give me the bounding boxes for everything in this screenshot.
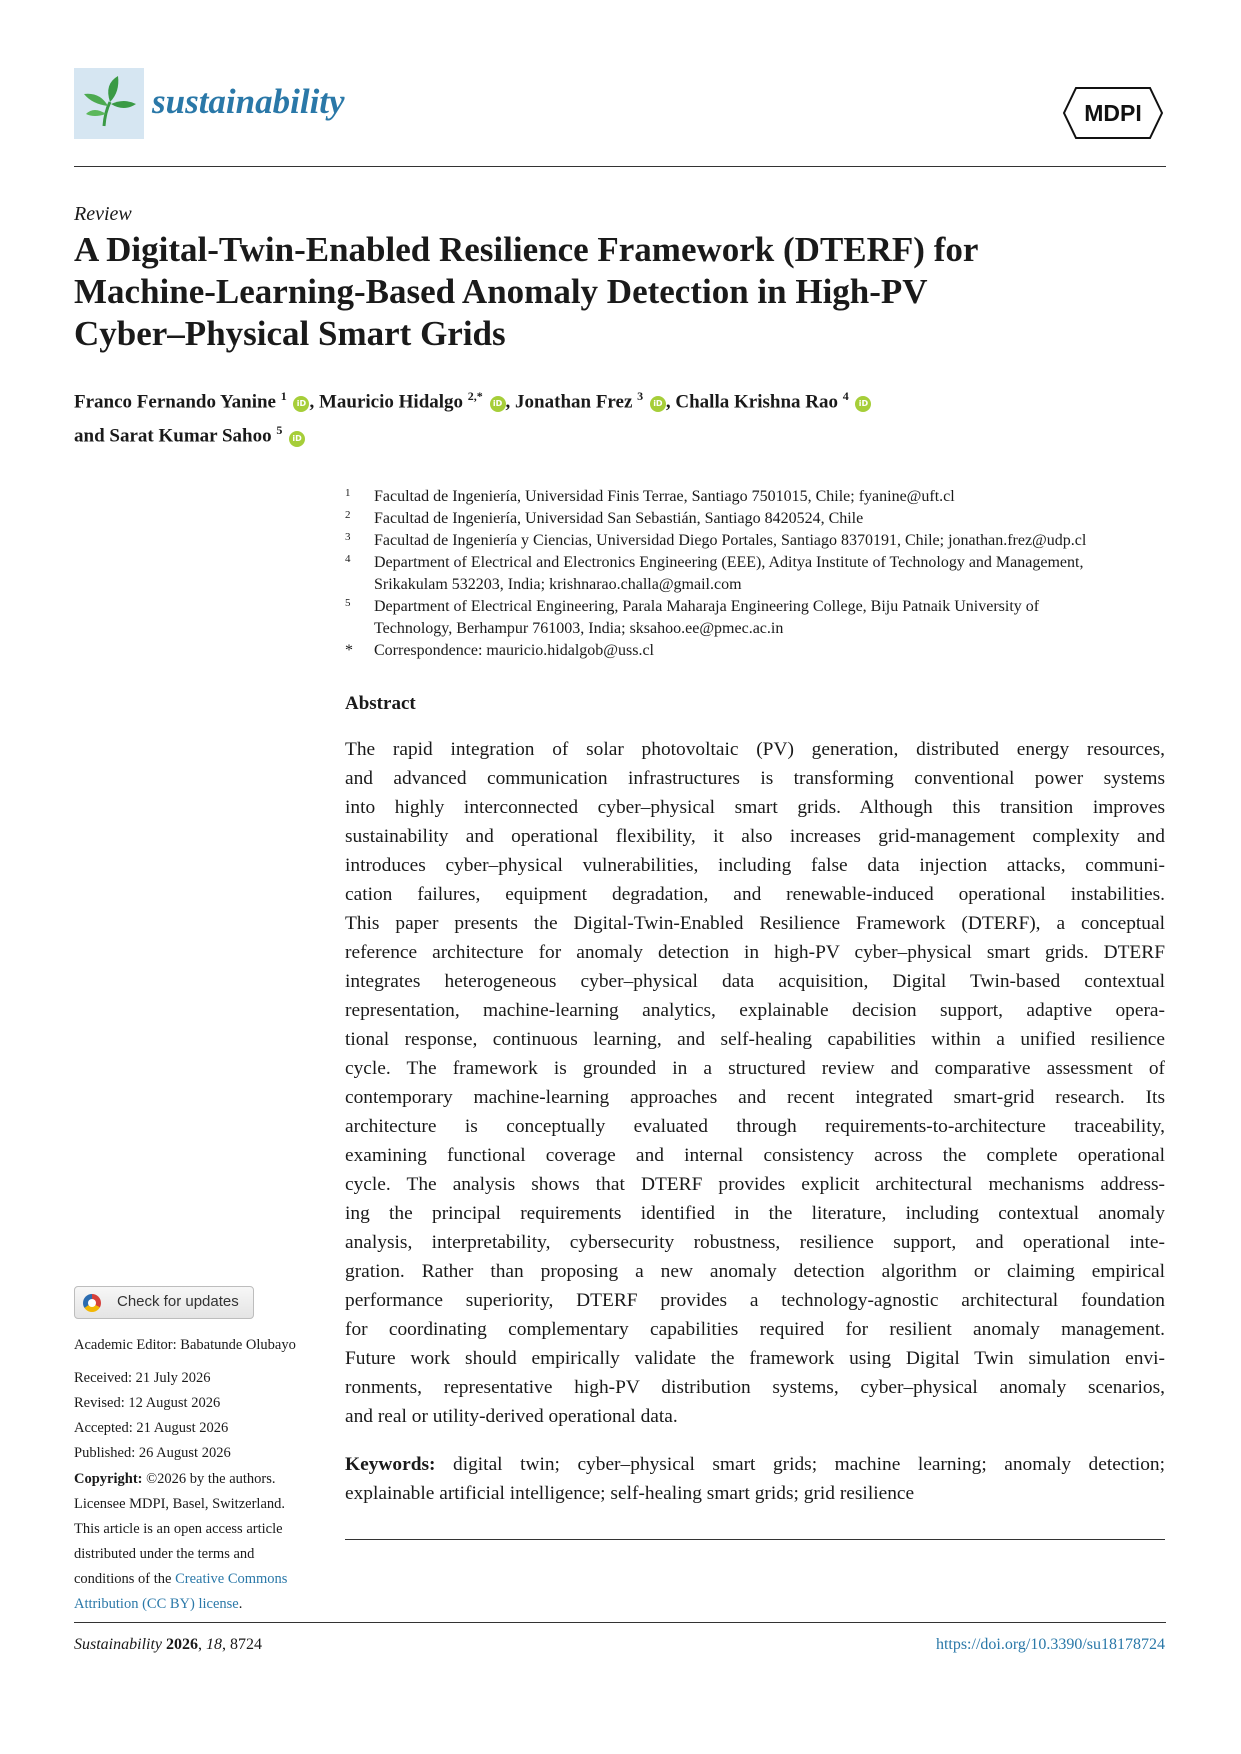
copyright-text: distributed under the terms and	[74, 1546, 255, 1562]
author-name: Challa Krishna Rao	[675, 391, 838, 413]
author-affiliation-ref: 1	[280, 389, 287, 403]
journal-logo[interactable]	[74, 68, 144, 139]
footer-year: 2026	[166, 1636, 198, 1653]
orcid-icon[interactable]: iD	[293, 396, 309, 412]
author-affiliation-ref: 3	[637, 389, 644, 403]
copyright-text: This article is an open access article	[74, 1521, 283, 1537]
article-title	[74, 229, 1174, 355]
accepted-date: Accepted: 21 August 2026	[74, 1420, 229, 1436]
affiliation-text: Facultad de Ingeniería, Universidad Finis Terrae, Santiago 7501015, Chile; fyanine@uft.cl	[374, 488, 955, 505]
affiliation-number: 1	[345, 487, 351, 499]
revised-date: Revised: 12 August 2026	[74, 1395, 221, 1411]
abstract-line: ronments, representative high-PV distribution systems, cyber–physical anomaly scenarios,	[345, 1377, 1165, 1398]
affiliation-text: Srikakulam 532203, India; krishnarao.challa@gmail.com	[374, 576, 742, 593]
and-word: and	[74, 425, 105, 447]
abstract-line: representation, machine-learning analytics, explainable decision support, adaptive opera-	[345, 1000, 1165, 1021]
keywords-label: Keywords:	[345, 1454, 436, 1475]
academic-editor: Academic Editor: Babatunde Olubayo	[74, 1337, 296, 1353]
keywords-line: explainable artificial intelligence; self-healing smart grids; grid resilience	[345, 1483, 915, 1504]
abstract-line: cycle. The analysis shows that DTERF provides explicit architectural mechanisms address-	[345, 1174, 1165, 1195]
orcid-icon[interactable]: iD	[650, 396, 666, 412]
author-list: Franco Fernando Yanine $^1$ iD , Mauricio Hidalgo $^{2,*}$ iD , Jonathan Frez $^3$ iD , Challa Krishna Rao $^4$ iD and Sarat Kumar Sahoo $^5$ iD	[74, 382, 1174, 451]
correspondence-text: Correspondence: mauricio.hidalgob@uss.cl	[374, 642, 654, 659]
author-name: Franco Fernando Yanine	[74, 391, 276, 413]
copyright-text: .	[238, 1596, 243, 1612]
footer-journal: Sustainability	[74, 1636, 162, 1653]
author-name: Jonathan Frez	[515, 391, 633, 413]
author-name: Mauricio Hidalgo	[318, 391, 464, 413]
copyright-notice	[74, 1467, 334, 1617]
title-line: Cyber–Physical Smart Grids	[74, 314, 506, 353]
abstract-line: examining functional coverage and internal consistency across the complete operational	[345, 1145, 1165, 1166]
keywords-line: digital twin; cyber–physical smart grids; machine learning; anomaly detection;	[453, 1454, 1165, 1475]
keywords-block	[345, 1450, 1165, 1508]
abstract-line: ing the principal requirements identified in the literature, including contextual anomaly	[345, 1203, 1165, 1224]
correspondence-marker: *	[345, 642, 353, 659]
affiliation-number: 4	[345, 553, 351, 565]
doi-link[interactable]: https://doi.org/10.3390/su18178724	[935, 1636, 1165, 1653]
abstract-line: contemporary machine-learning approaches and recent integrated smart-grid research. Its	[345, 1087, 1165, 1108]
abstract-line: sustainability and operational flexibility, it also increases grid-management complexity and	[345, 826, 1165, 847]
affiliation-number: 5	[345, 597, 351, 609]
abstract-heading: Abstract	[345, 693, 416, 714]
affiliation-text: Facultad de Ingeniería, Universidad San Sebastián, Santiago 8420524, Chile	[374, 510, 864, 527]
author-affiliation-ref: 5	[276, 423, 283, 438]
check-for-updates-label: Check for updates	[117, 1293, 239, 1310]
affiliation-item	[345, 552, 1175, 596]
abstract-line: This paper presents the Digital-Twin-Enabled Resilience Framework (DTERF), a conceptual	[345, 913, 1165, 934]
abstract-line: for coordinating complementary capabilities required for resilient anomaly management.	[345, 1319, 1165, 1340]
leaf-icon	[74, 68, 144, 139]
journal-name[interactable]: sustainability	[152, 82, 345, 121]
copyright-label: Copyright:	[74, 1471, 143, 1487]
license-link[interactable]: Creative Commons	[175, 1571, 288, 1587]
crossmark-icon	[83, 1294, 101, 1312]
author-affiliation-ref: 4	[842, 389, 849, 403]
correspondence-item	[345, 640, 1175, 662]
footer-article-number: 8724	[230, 1636, 262, 1653]
affiliation-item	[345, 486, 1175, 508]
abstract-line: and real or utility-derived operational data.	[345, 1406, 678, 1427]
citation-footer: Sustainability 2026, 18, 8724	[74, 1636, 262, 1653]
affiliation-text: Department of Electrical and Electronics Engineering (EEE), Aditya Institute of Technology and Management,	[374, 554, 1084, 571]
copyright-text: Licensee MDPI, Basel, Switzerland.	[74, 1496, 286, 1512]
abstract-line: integrates heterogeneous cyber–physical data acquisition, Digital Twin-based contextual	[345, 971, 1165, 992]
abstract-line: introduces cyber–physical vulnerabilities, including false data injection attacks, communi-	[345, 855, 1165, 876]
title-line: Machine-Learning-Based Anomaly Detection in High-PV	[74, 272, 928, 311]
published-date: Published: 26 August 2026	[74, 1445, 231, 1461]
affiliation-number: 3	[345, 531, 351, 543]
publisher-logo-text: MDPI	[1084, 100, 1142, 126]
abstract-line: The rapid integration of solar photovoltaic (PV) generation, distributed energy resources,	[345, 739, 1165, 760]
affiliation-text: Technology, Berhampur 761003, India; sksahoo.ee@pmec.ac.in	[374, 620, 784, 637]
title-line: A Digital-Twin-Enabled Resilience Framework (DTERF) for	[74, 230, 979, 269]
footer-divider	[74, 1622, 1166, 1623]
abstract-line: architecture is conceptually evaluated through requirements-to-architecture traceability,	[345, 1116, 1165, 1137]
received-date: Received: 21 July 2026	[74, 1370, 211, 1386]
publication-dates	[74, 1366, 334, 1466]
mdpi-logo-icon	[1062, 84, 1164, 142]
abstract-line: and advanced communication infrastructures is transforming conventional power systems	[345, 768, 1165, 789]
affiliation-item	[345, 508, 1175, 530]
author-affiliation-ref: 2,*	[467, 389, 483, 403]
copyright-text: ©2026 by the authors.	[146, 1471, 276, 1487]
abstract-line: performance superiority, DTERF provides a technology-agnostic architectural foundation	[345, 1290, 1165, 1311]
abstract-line: into highly interconnected cyber–physical smart grids. Although this transition improves	[345, 797, 1165, 818]
affiliation-text: Department of Electrical Engineering, Parala Maharaja Engineering College, Biju Patnaik University of	[374, 598, 1040, 615]
abstract-body	[345, 735, 1165, 1431]
abstract-line: gration. Rather than proposing a new anomaly detection algorithm or claiming empirical	[345, 1261, 1165, 1282]
affiliation-item	[345, 530, 1175, 552]
author-name: Sarat Kumar Sahoo	[109, 425, 272, 447]
affiliation-item	[345, 596, 1175, 640]
affiliation-text: Facultad de Ingeniería y Ciencias, Universidad Diego Portales, Santiago 8370191, Chile; jonathan.frez@udp.cl	[374, 532, 1087, 549]
abstract-line: tional response, continuous learning, and self-healing capabilities within a unified resilience	[345, 1029, 1165, 1050]
publisher-logo[interactable]	[1062, 84, 1164, 142]
orcid-icon[interactable]: iD	[490, 396, 506, 412]
abstract-divider	[345, 1539, 1165, 1540]
affiliation-number: 2	[345, 509, 351, 521]
footer-volume: 18	[206, 1636, 222, 1653]
abstract-line: Future work should empirically validate the framework using Digital Twin simulation envi-	[345, 1348, 1165, 1369]
article-type: Review	[74, 203, 132, 225]
abstract-line: cation failures, equipment degradation, and renewable-induced operational instabilities.	[345, 884, 1165, 905]
license-link[interactable]: Attribution (CC BY) license	[74, 1596, 239, 1612]
check-for-updates-button[interactable]	[74, 1286, 254, 1319]
orcid-icon[interactable]: iD	[289, 431, 305, 447]
affiliations	[345, 486, 1175, 662]
header-divider	[74, 166, 1166, 167]
abstract-line: cycle. The framework is grounded in a structured review and comparative assessment of	[345, 1058, 1165, 1079]
copyright-text: conditions of the	[74, 1571, 172, 1587]
abstract-line: analysis, interpretability, cybersecurity robustness, resilience support, and operational inte-	[345, 1232, 1165, 1253]
abstract-line: reference architecture for anomaly detection in high-PV cyber–physical smart grids. DTERF	[345, 942, 1165, 963]
orcid-icon[interactable]: iD	[855, 396, 871, 412]
